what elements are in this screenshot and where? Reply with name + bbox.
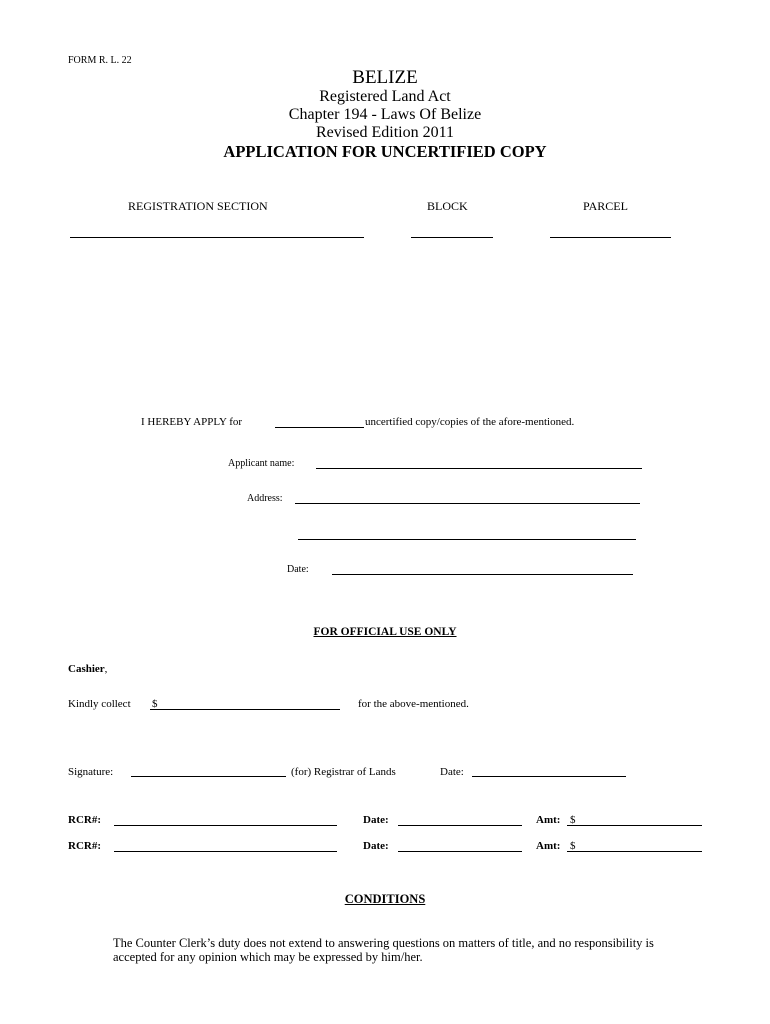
block-field[interactable] — [411, 237, 493, 238]
cashier-comma: , — [104, 663, 108, 675]
edition-title: Revised Edition 2011 — [315, 124, 455, 141]
for-above-mentioned: for the above-mentioned. — [358, 698, 469, 710]
parcel-field[interactable] — [550, 237, 671, 238]
block-label: BLOCK — [427, 199, 468, 213]
applicant-date-field[interactable] — [332, 574, 633, 575]
rcr-field-2[interactable] — [114, 851, 337, 852]
conditions-heading: CONDITIONS — [344, 892, 426, 906]
registrar-date-field[interactable] — [472, 776, 626, 777]
registration-section-field[interactable] — [70, 237, 364, 238]
registrar-date-label: Date: — [440, 766, 464, 778]
signature-label: Signature: — [68, 766, 114, 778]
rcr-date-label-2: Date: — [363, 840, 389, 852]
amt-currency-2: $ — [570, 840, 576, 852]
apply-prefix: I HEREBY APPLY for — [141, 416, 243, 428]
parcel-label: PARCEL — [583, 199, 628, 213]
form-code: FORM R. L. 22 — [68, 55, 132, 66]
address-field-line-1[interactable] — [295, 503, 640, 504]
rcr-date-field-1[interactable] — [398, 825, 522, 826]
rcr-date-label-1: Date: — [363, 814, 389, 826]
rcr-field-1[interactable] — [114, 825, 337, 826]
rcr-date-field-2[interactable] — [398, 851, 522, 852]
act-title: Registered Land Act — [319, 88, 451, 105]
country-title: BELIZE — [352, 67, 418, 88]
applicant-name-label: Applicant name: — [228, 458, 295, 469]
amt-field-2[interactable] — [567, 851, 702, 852]
collect-currency: $ — [152, 698, 158, 710]
official-use-heading: FOR OFFICIAL USE ONLY — [313, 626, 457, 638]
address-label: Address: — [247, 493, 283, 504]
copies-count-field[interactable] — [275, 427, 364, 428]
registration-section-label: REGISTRATION SECTION — [128, 199, 268, 213]
cashier-label: Cashier — [68, 663, 105, 675]
address-field-line-2[interactable] — [298, 539, 636, 540]
registrar-label: (for) Registrar of Lands — [291, 766, 396, 778]
rcr-label-1: RCR#: — [68, 814, 101, 826]
rcr-label-2: RCR#: — [68, 840, 101, 852]
applicant-date-label: Date: — [287, 564, 309, 575]
amt-label-1: Amt: — [536, 814, 561, 826]
applicant-name-field[interactable] — [316, 468, 642, 469]
collect-amount-field[interactable] — [150, 709, 340, 710]
amt-label-2: Amt: — [536, 840, 561, 852]
signature-field[interactable] — [131, 776, 286, 777]
cashier-salutation — [68, 664, 107, 675]
conditions-text: The Counter Clerk’s duty does not extend to answering questions on matters of title, and no responsibility is accepted for any opinion which may be expressed by him/her. — [113, 936, 654, 964]
form-title: APPLICATION FOR UNCERTIFIED COPY — [223, 142, 547, 161]
amt-currency-1: $ — [570, 814, 576, 826]
chapter-title: Chapter 194 - Laws Of Belize — [288, 106, 482, 123]
amt-field-1[interactable] — [567, 825, 702, 826]
kindly-collect-label: Kindly collect — [68, 698, 131, 710]
apply-suffix: uncertified copy/copies of the afore-mentioned. — [365, 416, 575, 428]
